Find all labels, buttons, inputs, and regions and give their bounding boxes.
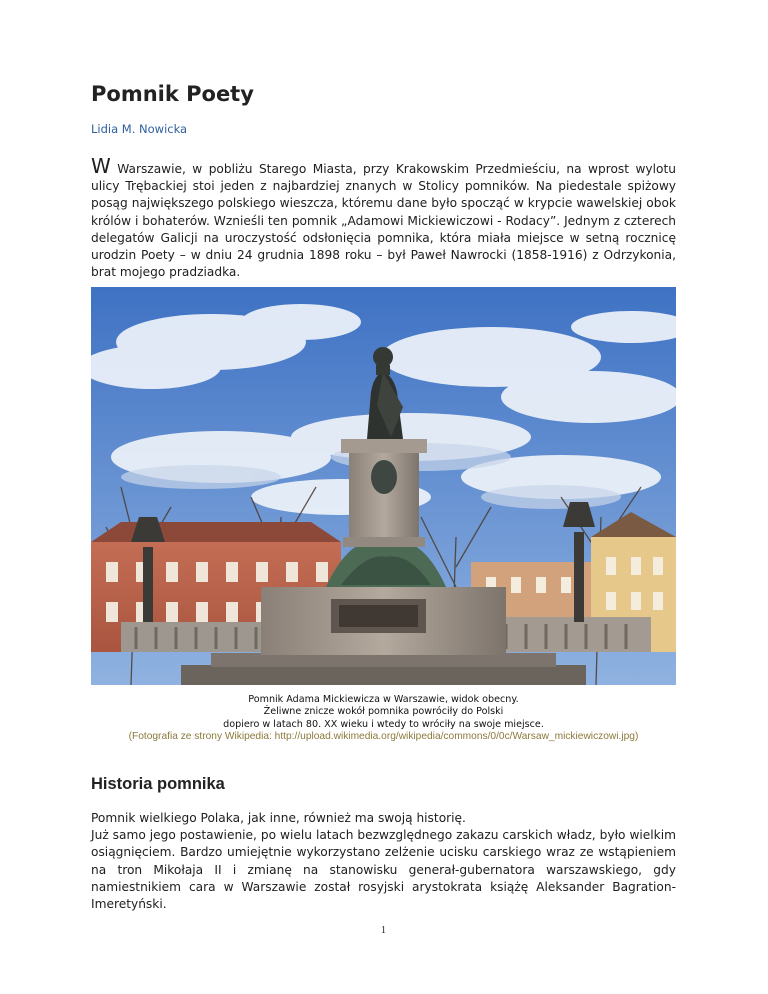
history-text: Już samo jego postawienie, po wielu latach bezwzględnego zakazu carskich władz, było wielkim osiągnięciem. Bardzo umiejętnie wykorzystano zelżenie ucisku carskiego wraz ze wstąpieniem na tron Mikołaja II i zmianę na stanowisku generał-gubernatora warszawskiego, gdy namiestnikiem cara w Warszawie został rosyjski arystokrata książę Aleksander Bagration-Imeretyński. — [91, 828, 676, 912]
author-name: Lidia M. Nowicka — [91, 122, 188, 136]
history-line-1: Pomnik wielkiego Polaka, jak inne, również ma swoją historię. — [91, 811, 466, 825]
photo-source-note: (Fotografia ze strony Wikipedia: http://upload.wikimedia.org/wikipedia/commons/0/0c/Warsaw_mickiewiczowi.jpg) — [128, 731, 639, 743]
caption-line: Pomnik Adama Mickiewicza w Warszawie, widok obecny. — [248, 694, 519, 705]
intro-paragraph — [91, 154, 676, 281]
caption-line: dopiero w latach 80. XX wieku i wtedy to wróciły na swoje miejsce. — [223, 718, 544, 730]
caption-line: Żeliwne znicze wokół pomnika powróciły do Polski — [263, 706, 504, 718]
section-heading: Historia pomnika — [91, 775, 225, 793]
document-title: Pomnik Poety — [91, 82, 254, 106]
page-number: 1 — [381, 925, 386, 936]
monument-photo — [91, 287, 676, 685]
drop-cap: W — [91, 154, 111, 178]
figure-caption — [91, 694, 676, 744]
intro-text: Warszawie, w pobliżu Starego Miasta, przy Krakowskim Przedmieściu, na wprost wylotu ulicy Trębackiej stoi jeden z najbardziej znanych w Stolicy pomników. Na piedestale spiżowy posąg największego polskiego wieszcza, któremu dane było spocząć w krypcie wawelskiej obok królów i bohaterów. Wznieśli ten pomnik „Adamowi Mickiewiczowi - Rodacy”. Jednym z czterech delegatów Galicji na uroczystość odsłonięcia pomnika, która miała miejsce w setną rocznicę urodzin Poety – w dniu 24 grudnia 1898 roku – był Paweł Nawrocki (1858-1916) z Odrzykonia, brat mojego pradziadka. — [91, 162, 676, 280]
history-paragraph — [91, 810, 676, 913]
